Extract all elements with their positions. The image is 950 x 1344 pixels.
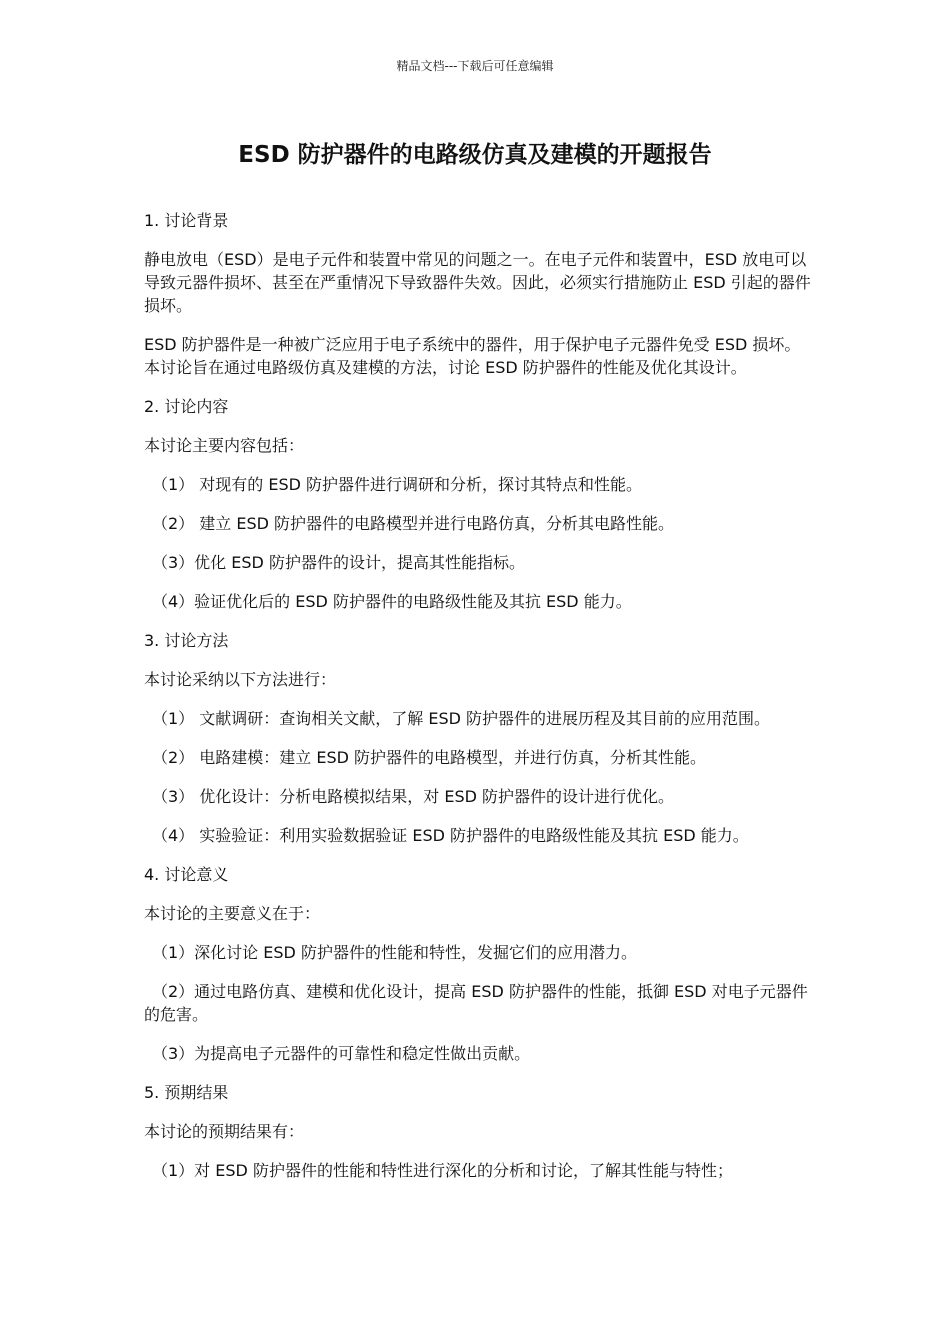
list-item: （3）为提高电子元器件的可靠性和稳定性做出贡献。: [152, 1044, 531, 1063]
paragraph: 静电放电（ESD）是电子元件和装置中常见的问题之一。在电子元件和装置中，ESD 放电可以导致元器件损坏、甚至在严重情况下导致器件失效。因此，必须实行措施防止 ESD 引起的器件损坏。: [144, 250, 811, 315]
list-item: （2） 电路建模：建立 ESD 防护器件的电路模型，并进行仿真，分析其性能。: [152, 748, 707, 767]
paragraph-intro: 本讨论主要内容包括：: [144, 436, 305, 455]
header-note: 精品文档---下载后可任意编辑: [396, 59, 554, 73]
list-item: （2） 建立 ESD 防护器件的电路模型并进行电路仿真，分析其电路性能。: [152, 514, 675, 533]
list-item: （1）深化讨论 ESD 防护器件的性能和特性，发掘它们的应用潜力。: [152, 943, 637, 962]
list-item: （3）优化 ESD 防护器件的设计，提高其性能指标。: [152, 553, 525, 572]
section-heading-content: 2. 讨论内容: [144, 397, 229, 416]
section-heading-expected-results: 5. 预期结果: [144, 1083, 229, 1102]
list-item: （1）对 ESD 防护器件的性能和特性进行深化的分析和讨论，了解其性能与特性；: [152, 1161, 733, 1180]
list-item: （4） 实验验证：利用实验数据验证 ESD 防护器件的电路级性能及其抗 ESD 能力。: [152, 826, 749, 845]
list-item: （3） 优化设计：分析电路模拟结果，对 ESD 防护器件的设计进行优化。: [152, 787, 675, 806]
document-body: [144, 209, 814, 1198]
paragraph-intro: 本讨论的主要意义在于：: [144, 904, 321, 923]
list-item: （1） 文献调研：查询相关文献，了解 ESD 防护器件的进展历程及其目前的应用范围。: [152, 709, 771, 728]
list-item: （2）通过电路仿真、建模和优化设计，提高 ESD 防护器件的性能，抵御 ESD 对电子元器件的危害。: [144, 982, 808, 1024]
section-heading-significance: 4. 讨论意义: [144, 865, 229, 884]
paragraph-intro: 本讨论采纳以下方法进行：: [144, 670, 337, 689]
list-item: （1） 对现有的 ESD 防护器件进行调研和分析，探讨其特点和性能。: [152, 475, 643, 494]
section-heading-method: 3. 讨论方法: [144, 631, 229, 650]
paragraph-intro: 本讨论的预期结果有：: [144, 1122, 305, 1141]
section-heading-background: 1. 讨论背景: [144, 211, 229, 230]
paragraph: ESD 防护器件是一种被广泛应用于电子系统中的器件，用于保护电子元器件免受 ESD 损坏。本讨论旨在通过电路级仿真及建模的方法，讨论 ESD 防护器件的性能及优化其设计。: [144, 335, 801, 377]
list-item: （4）验证优化后的 ESD 防护器件的电路级性能及其抗 ESD 能力。: [152, 592, 632, 611]
document-title: ESD 防护器件的电路级仿真及建模的开题报告: [238, 142, 712, 168]
